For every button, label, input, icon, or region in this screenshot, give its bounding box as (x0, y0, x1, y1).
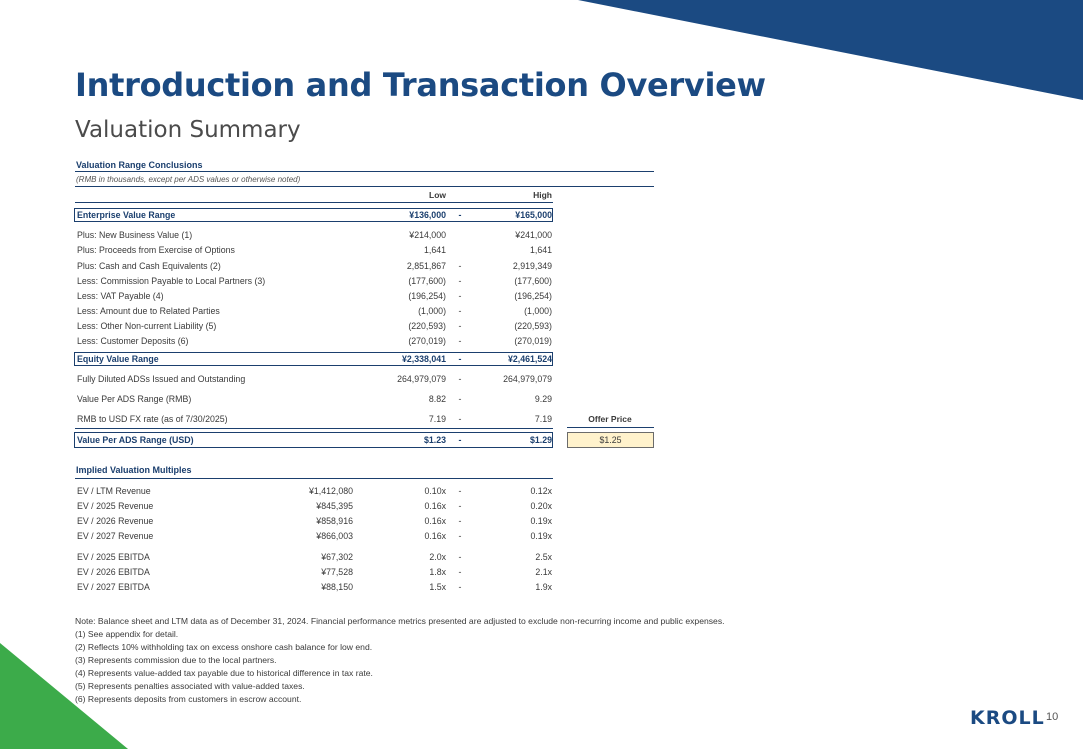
valuation-section-title: Valuation Range Conclusions (76, 160, 203, 170)
row-dash: - (458, 306, 462, 316)
adjustment-row (0, 229, 1083, 242)
row-dash: - (458, 435, 462, 445)
row-high: (177,600) (514, 276, 552, 286)
row-low: ¥2,338,041 (401, 354, 446, 364)
row-low: 0.16x (424, 501, 446, 511)
row-label: Fully Diluted ADSs Issued and Outstanding (77, 374, 246, 384)
row-high: ¥241,000 (515, 230, 552, 240)
row-low: (177,600) (408, 276, 446, 286)
row-low: $1.23 (423, 435, 446, 445)
footnote: (3) Represents commission due to the local partners. (75, 655, 277, 665)
valuation-section-rule (75, 171, 654, 172)
row-high: 7.19 (534, 414, 552, 424)
row-low: 0.16x (424, 531, 446, 541)
row-high: 0.20x (530, 501, 552, 511)
footnote: (6) Represents deposits from customers in escrow account. (75, 694, 302, 704)
per-ads-row (0, 393, 1083, 406)
row-high: ¥165,000 (515, 210, 552, 220)
usd-value-row (0, 434, 1083, 447)
row-label: Equity Value Range (77, 354, 159, 364)
row-low: 1,641 (423, 245, 446, 255)
page-subtitle: Valuation Summary (75, 117, 301, 143)
row-low: ¥214,000 (409, 230, 446, 240)
row-dash: - (458, 531, 462, 541)
row-dash: - (458, 486, 462, 496)
row-high: $1.29 (529, 435, 552, 445)
adjustment-row (0, 335, 1083, 348)
row-dash: - (458, 414, 462, 424)
row-label: Less: Amount due to Related Parties (77, 306, 220, 316)
row-label: Value Per ADS Range (RMB) (77, 394, 192, 404)
row-low: 0.16x (424, 516, 446, 526)
row-low: 7.19 (428, 414, 446, 424)
row-dash: - (458, 210, 462, 220)
multiple-row (0, 566, 1083, 579)
header-rule (75, 202, 553, 203)
row-label: Plus: Cash and Cash Equivalents (2) (77, 261, 221, 271)
col-header-low: Low (429, 190, 446, 200)
row-label: EV / 2027 Revenue (77, 531, 154, 541)
row-label: RMB to USD FX rate (as of 7/30/2025) (77, 414, 228, 424)
offer-price-value: $1.25 (567, 432, 654, 448)
row-dash: - (458, 374, 462, 384)
row-label: EV / LTM Revenue (77, 486, 151, 496)
row-base: ¥858,916 (316, 516, 353, 526)
footnote: Note: Balance sheet and LTM data as of December 31, 2024. Financial performance metrics presented are adjusted to exclude non-recurring income and public expenses. (75, 616, 725, 626)
footnote: (4) Represents value-added tax payable due to historical difference in tax rate. (75, 668, 373, 678)
row-low: 1.5x (429, 582, 446, 592)
row-high: 0.19x (530, 516, 552, 526)
equity-value-row (0, 353, 1083, 366)
row-dash: - (458, 261, 462, 271)
row-high: 0.12x (530, 486, 552, 496)
row-dash: - (458, 354, 462, 364)
adjustment-row (0, 290, 1083, 303)
per-ads-row (0, 413, 1083, 426)
multiple-row (0, 551, 1083, 564)
row-high: (220,593) (514, 321, 552, 331)
multiple-row (0, 515, 1083, 528)
footnote: (2) Reflects 10% withholding tax on excess onshore cash balance for low end. (75, 642, 373, 652)
footnote: (1) See appendix for detail. (75, 629, 179, 639)
row-low: 264,979,079 (397, 374, 446, 384)
row-low: (196,254) (408, 291, 446, 301)
row-label: Plus: Proceeds from Exercise of Options (77, 245, 235, 255)
multiples-section-rule (75, 478, 553, 479)
row-low: ¥136,000 (409, 210, 446, 220)
col-header-high: High (533, 190, 552, 200)
row-label: Less: Customer Deposits (6) (77, 336, 189, 346)
multiples-section-title: Implied Valuation Multiples (76, 465, 192, 475)
row-label: EV / 2025 EBITDA (77, 552, 150, 562)
row-base: ¥77,528 (321, 567, 353, 577)
row-high: 2.5x (535, 552, 552, 562)
row-base: ¥1,412,080 (308, 486, 353, 496)
row-high: 2.1x (535, 567, 552, 577)
per-ads-row (0, 373, 1083, 386)
row-dash: - (458, 567, 462, 577)
row-base: ¥67,302 (321, 552, 353, 562)
footnote: (5) Represents penalties associated with value-added taxes. (75, 681, 305, 691)
adjustment-row (0, 244, 1083, 257)
row-dash: - (458, 336, 462, 346)
row-dash: - (458, 276, 462, 286)
row-label: Less: Commission Payable to Local Partners (3) (77, 276, 266, 286)
row-high: 2,919,349 (512, 261, 552, 271)
row-low: 1.8x (429, 567, 446, 577)
multiple-row (0, 500, 1083, 513)
adjustment-row (0, 275, 1083, 288)
offer-label-rule (567, 427, 654, 428)
row-dash: - (458, 552, 462, 562)
row-dash: - (458, 582, 462, 592)
row-high: ¥2,461,524 (507, 354, 552, 364)
page-title: Introduction and Transaction Overview (75, 66, 766, 104)
row-label: EV / 2025 Revenue (77, 501, 154, 511)
enterprise-value-row (0, 209, 1083, 222)
row-high: (196,254) (514, 291, 552, 301)
multiple-row (0, 581, 1083, 594)
row-label: Less: VAT Payable (4) (77, 291, 164, 301)
row-dash: - (458, 501, 462, 511)
adjustment-row (0, 320, 1083, 333)
usd-top-rule (75, 428, 553, 429)
row-label: Plus: New Business Value (1) (77, 230, 193, 240)
row-low: 0.10x (424, 486, 446, 496)
row-low: (1,000) (418, 306, 446, 316)
adjustment-row (0, 305, 1083, 318)
row-label: Less: Other Non-current Liability (5) (77, 321, 217, 331)
kroll-logo: KROLL (970, 707, 1045, 729)
row-base: ¥845,395 (316, 501, 353, 511)
page-number: 10 (1046, 711, 1059, 723)
adjustment-row (0, 260, 1083, 273)
row-dash: - (458, 394, 462, 404)
row-label: EV / 2026 EBITDA (77, 567, 150, 577)
row-high: 1.9x (535, 582, 552, 592)
units-rule (75, 186, 654, 187)
row-label: Value Per ADS Range (USD) (77, 435, 194, 445)
row-low: 2,851,867 (406, 261, 446, 271)
row-low: 2.0x (429, 552, 446, 562)
row-base: ¥88,150 (321, 582, 353, 592)
row-dash: - (458, 516, 462, 526)
row-high: 264,979,079 (503, 374, 552, 384)
row-high: 1,641 (529, 245, 552, 255)
row-base: ¥866,003 (316, 531, 353, 541)
row-dash: - (458, 291, 462, 301)
row-low: 8.82 (428, 394, 446, 404)
row-label: EV / 2027 EBITDA (77, 582, 150, 592)
row-high: 0.19x (530, 531, 552, 541)
offer-price-label: Offer Price (588, 414, 632, 424)
footnotes (75, 615, 725, 706)
row-high: 9.29 (534, 394, 552, 404)
units-note: (RMB in thousands, except per ADS values or otherwise noted) (76, 175, 301, 184)
row-high: (270,019) (514, 336, 552, 346)
row-low: (220,593) (408, 321, 446, 331)
row-dash: - (458, 321, 462, 331)
row-label: EV / 2026 Revenue (77, 516, 154, 526)
row-low: (270,019) (408, 336, 446, 346)
row-high: (1,000) (524, 306, 552, 316)
row-label: Enterprise Value Range (77, 210, 176, 220)
multiple-row (0, 530, 1083, 543)
multiple-row (0, 485, 1083, 498)
